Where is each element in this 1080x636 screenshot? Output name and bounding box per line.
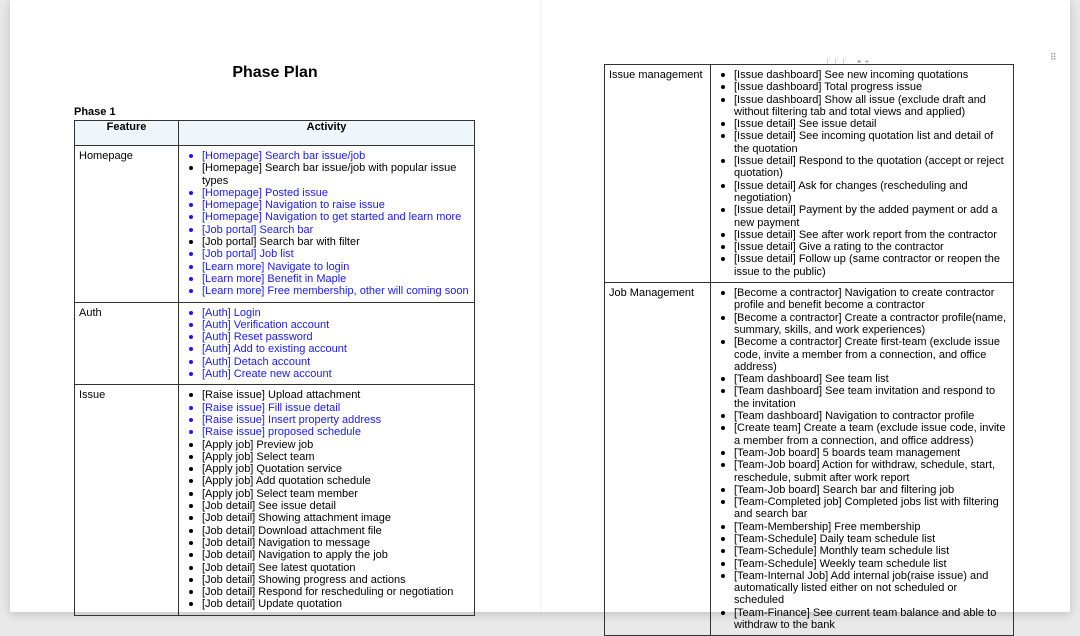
activity-cell (179, 385, 475, 615)
document-page-right (542, 0, 1070, 632)
activity-item: [Auth] Create new account (187, 368, 470, 380)
activity-item: [Team-Schedule] Weekly team schedule list (719, 558, 1009, 570)
activity-item: [Team dashboard] See team list (719, 373, 1009, 385)
activity-item: [Auth] Verification account (187, 319, 470, 331)
activity-item: [Homepage] Navigation to get started and learn more (187, 211, 470, 223)
feature-column-header: Feature (75, 121, 179, 146)
activity-item: [Job portal] Search bar with filter (187, 236, 470, 248)
activity-item: [Apply job] Select team (187, 451, 470, 463)
activity-item: [Team-Schedule] Daily team schedule list (719, 533, 1009, 545)
activity-item: [Learn more] Benefit in Maple (187, 273, 470, 285)
activity-item: [Job detail] See latest quotation (187, 562, 470, 574)
table-header-row (75, 121, 475, 146)
activity-item: [Job detail] Update quotation (187, 598, 470, 610)
table-row (75, 302, 475, 385)
activity-list (187, 150, 470, 298)
document-canvas (10, 0, 1070, 632)
activity-item: [Job detail] Navigation to apply the job (187, 549, 470, 561)
activity-item: [Issue dashboard] See new incoming quotations (719, 69, 1009, 81)
activity-item: [Job detail] Showing attachment image (187, 512, 470, 524)
activity-item: [Learn more] Navigate to login (187, 261, 470, 273)
table-row (605, 65, 1014, 283)
activity-item: [Homepage] Navigation to raise issue (187, 199, 470, 211)
activity-item: [Team-Membership] Free membership (719, 521, 1009, 533)
phase-plan-table-continued (604, 64, 1014, 636)
phase-plan-table (74, 120, 475, 616)
activity-list (187, 307, 470, 381)
activity-item: [Auth] Login (187, 307, 470, 319)
activity-item: [Issue dashboard] Show all issue (exclude draft and without filtering tab and total views and applied) (719, 94, 1009, 119)
activity-item: [Issue detail] Payment by the added payment or add a new payment (719, 204, 1009, 229)
activity-item: [Team-Schedule] Monthly team schedule list (719, 545, 1009, 557)
activity-item: [Learn more] Free membership, other will coming soon (187, 285, 470, 297)
activity-item: [Job detail] Showing progress and actions (187, 574, 470, 586)
activity-item: [Homepage] Search bar issue/job (187, 150, 470, 162)
activity-item: [Raise issue] Insert property address (187, 414, 470, 426)
activity-cell (179, 146, 475, 303)
activity-list (719, 69, 1009, 278)
activity-item: [Apply job] Add quotation schedule (187, 475, 470, 487)
activity-cell (711, 283, 1014, 636)
activity-item: [Issue detail] Give a rating to the contractor (719, 241, 1009, 253)
feature-cell: Job Management (605, 283, 711, 636)
drag-handle-icon[interactable]: ⠿ (1050, 52, 1057, 62)
activity-item: [Auth] Add to existing account (187, 343, 470, 355)
activity-item: [Apply job] Preview job (187, 439, 470, 451)
table-column-handle-icon[interactable]: ⋮⋮⋮ ≡ + (824, 59, 870, 66)
table-row (75, 385, 475, 615)
document-page-left (10, 0, 540, 612)
document-title: Phase Plan (232, 64, 318, 81)
activity-item: [Team-Completed job] Completed jobs list with filtering and search bar (719, 496, 1009, 521)
activity-cell (179, 302, 475, 385)
feature-cell: Issue management (605, 65, 711, 283)
table-row (75, 146, 475, 303)
activity-cell (711, 65, 1014, 283)
activity-item: [Issue detail] See after work report from the contractor (719, 229, 1009, 241)
activity-item: [Issue detail] See issue detail (719, 118, 1009, 130)
activity-item: [Team dashboard] Navigation to contractor profile (719, 410, 1009, 422)
activity-item: [Auth] Reset password (187, 331, 470, 343)
activity-item: [Raise issue] proposed schedule (187, 426, 470, 438)
activity-item: [Team dashboard] See team invitation and respond to the invitation (719, 385, 1009, 410)
activity-item: [Become a contractor] Navigation to create contractor profile and benefit become a contractor (719, 287, 1009, 312)
activity-item: [Team-Internal Job] Add internal job(raise issue) and automatically listed either on not scheduled or scheduled (719, 570, 1009, 607)
activity-item: [Become a contractor] Create a contractor profile(name, summary, skills, and work experiences) (719, 312, 1009, 337)
activity-item: [Issue detail] See incoming quotation list and detail of the quotation (719, 130, 1009, 155)
activity-item: [Job detail] Respond for rescheduling or negotiation (187, 586, 470, 598)
activity-item: [Become a contractor] Create first-team (exclude issue code, invite a member from a connection, and office address) (719, 336, 1009, 373)
activity-item: [Homepage] Search bar issue/job with popular issue types (187, 162, 470, 187)
activity-item: [Job detail] Navigation to message (187, 537, 470, 549)
activity-item: [Create team] Create a team (exclude issue code, invite a member from a connection, and office address) (719, 422, 1009, 447)
activity-item: [Apply job] Select team member (187, 488, 470, 500)
activity-column-header: Activity (179, 121, 475, 146)
table-row (605, 283, 1014, 636)
phase-label: Phase 1 (74, 106, 116, 118)
activity-item: [Team-Job board] Search bar and filtering job (719, 484, 1009, 496)
activity-item: [Team-Job board] Action for withdraw, schedule, start, reschedule, submit after work report (719, 459, 1009, 484)
activity-item: [Auth] Detach account (187, 356, 470, 368)
activity-item: [Job portal] Search bar (187, 224, 470, 236)
activity-item: [Homepage] Posted issue (187, 187, 470, 199)
activity-item: [Raise issue] Upload attachment (187, 389, 470, 401)
feature-cell: Homepage (75, 146, 179, 303)
activity-item: [Apply job] Quotation service (187, 463, 470, 475)
activity-item: [Issue detail] Ask for changes (rescheduling and negotiation) (719, 180, 1009, 205)
table-body-right (605, 65, 1014, 636)
feature-cell: Issue (75, 385, 179, 615)
activity-item: [Issue detail] Follow up (same contractor or reopen the issue to the public) (719, 253, 1009, 278)
activity-item: [Job portal] Job list (187, 248, 470, 260)
activity-item: [Job detail] See issue detail (187, 500, 470, 512)
activity-list (187, 389, 470, 610)
activity-item: [Issue detail] Respond to the quotation (accept or reject quotation) (719, 155, 1009, 180)
table-body-left (75, 146, 475, 616)
activity-item: [Team-Job board] 5 boards team management (719, 447, 1009, 459)
activity-item: [Raise issue] Fill issue detail (187, 402, 470, 414)
feature-cell: Auth (75, 302, 179, 385)
activity-item: [Issue dashboard] Total progress issue (719, 81, 1009, 93)
activity-item: [Job detail] Download attachment file (187, 525, 470, 537)
activity-item: [Team-Finance] See current team balance and able to withdraw to the bank (719, 607, 1009, 632)
activity-list (719, 287, 1009, 631)
